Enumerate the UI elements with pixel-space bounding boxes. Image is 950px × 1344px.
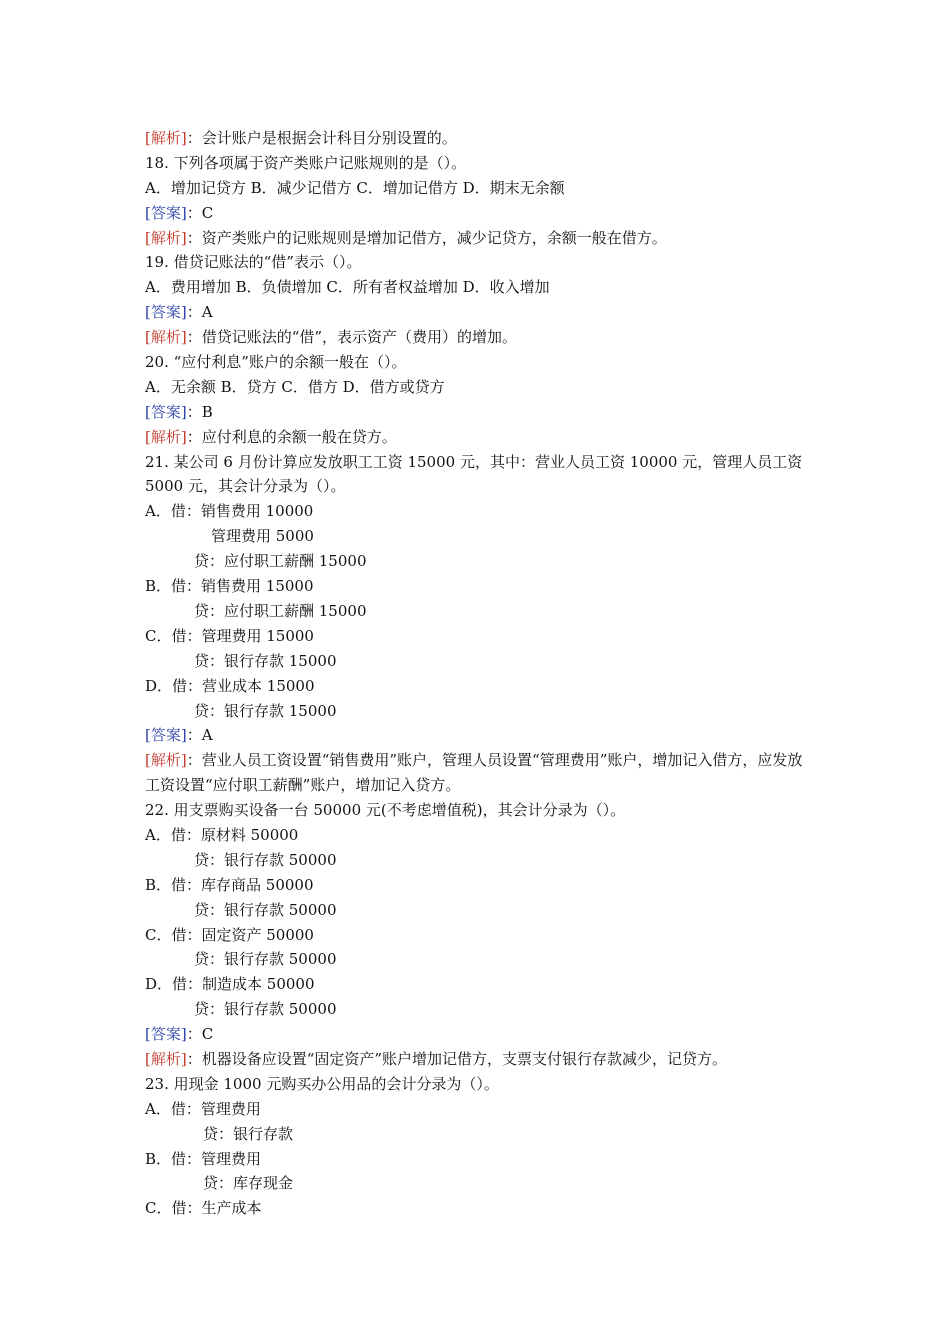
text-line: [145, 176, 815, 201]
line-text: ：C: [186, 203, 214, 222]
line-text: ：A: [186, 303, 213, 322]
line-text: 贷：银行存款 50000: [194, 850, 337, 869]
text-line: [145, 1122, 815, 1147]
text-line: [145, 997, 815, 1022]
answer-label: [答案]: [145, 726, 187, 745]
line-text: 贷：银行存款: [203, 1124, 294, 1143]
line-text: ：应付利息的余额一般在贷方。: [186, 427, 397, 446]
answer-label: [答案]: [145, 1025, 187, 1044]
analysis-line: [145, 748, 815, 798]
line-text: 18. 下列各项属于资产类账户记账规则的是（）。: [145, 153, 467, 172]
text-line: [145, 898, 815, 923]
text-line: [145, 574, 815, 599]
text-line: [145, 699, 815, 724]
line-text: 管理费用 5000: [211, 527, 314, 546]
text-line: [145, 823, 815, 848]
line-text: 贷：银行存款 15000: [194, 651, 337, 670]
analysis-line: [145, 226, 815, 251]
text-line: [145, 1171, 815, 1196]
line-text: ：B: [186, 402, 213, 421]
text-line: [145, 674, 815, 699]
line-text: A．借：管理费用: [145, 1099, 261, 1118]
analysis-label: [解析]: [145, 751, 187, 770]
line-text: ：资产类账户的记账规则是增加记借方，减少记贷方，余额一般在借方。: [186, 228, 667, 247]
text-line: [145, 624, 815, 649]
text-line: [145, 599, 815, 624]
line-text: 22. 用支票购买设备一台 50000 元(不考虑增值税)，其会计分录为（）。: [145, 801, 626, 820]
text-line: [145, 549, 815, 574]
analysis-line: [145, 325, 815, 350]
answer-line: [145, 1022, 815, 1047]
line-text: 贷：库存现金: [203, 1174, 294, 1193]
text-line: [145, 848, 815, 873]
line-text: A．费用增加 B．负债增加 C．所有者权益增加 D．收入增加: [145, 278, 550, 297]
line-text: B．借：库存商品 50000: [145, 875, 314, 894]
answer-label: [答案]: [145, 402, 187, 421]
line-text: D．借：制造成本 50000: [145, 975, 315, 994]
text-line: [145, 1072, 815, 1097]
text-line: [145, 649, 815, 674]
line-text: B．借：管理费用: [145, 1149, 262, 1168]
analysis-label: [解析]: [145, 1050, 187, 1069]
line-text: B．借：销售费用 15000: [145, 577, 314, 596]
line-text: 贷：应付职工薪酬 15000: [194, 601, 367, 620]
analysis-label: [解析]: [145, 427, 187, 446]
text-line: [145, 275, 815, 300]
line-text: 贷：银行存款 50000: [194, 900, 337, 919]
text-line: [145, 873, 815, 898]
analysis-label: [解析]: [145, 228, 187, 247]
line-text: ：会计账户是根据会计科目分别设置的。: [186, 129, 457, 147]
line-text: 20. “应付利息”账户的余额一般在（）。: [145, 353, 407, 372]
analysis-line: [145, 1047, 815, 1072]
line-text: 贷：银行存款 15000: [194, 701, 337, 720]
text-line: [145, 524, 815, 549]
analysis-label: [解析]: [145, 328, 187, 347]
line-text: 贷：银行存款 50000: [194, 950, 337, 969]
analysis-line: [145, 425, 815, 450]
answer-line: [145, 723, 815, 748]
answer-line: [145, 300, 815, 325]
text-line: [145, 798, 815, 823]
text-line: [145, 499, 815, 524]
answer-label: [答案]: [145, 203, 187, 222]
line-text: 贷：应付职工薪酬 15000: [194, 552, 367, 571]
text-line: [145, 1097, 815, 1122]
text-line: [145, 1147, 815, 1172]
text-line: [145, 250, 815, 275]
text-line: [145, 151, 815, 176]
line-text: ：营业人员工资设置“销售费用”账户，管理人员设置“管理费用”账户，增加记入借方，应发放工资设置“应付职工薪酬”账户，增加记入贷方。: [145, 751, 803, 795]
line-text: C．借：生产成本: [145, 1199, 262, 1218]
text-line: [145, 972, 815, 997]
answer-label: [答案]: [145, 303, 187, 322]
line-text: C．借：固定资产 50000: [145, 925, 314, 944]
text-line: [145, 450, 815, 500]
line-text: A．借：原材料 50000: [145, 826, 299, 844]
text-line: [145, 1196, 815, 1221]
line-text: A．借：销售费用 10000: [145, 502, 314, 521]
text-line: [145, 350, 815, 375]
analysis-line: [145, 126, 815, 151]
line-text: A．增加记贷方 B．减少记借方 C．增加记借方 D．期末无余额: [145, 178, 565, 197]
line-text: 23. 用现金 1000 元购买办公用品的会计分录为（）。: [145, 1074, 499, 1093]
text-line: [145, 923, 815, 948]
line-text: ：借贷记账法的“借”，表示资产（费用）的增加。: [186, 328, 518, 347]
text-line: [145, 947, 815, 972]
line-text: 贷：银行存款 50000: [194, 1000, 337, 1019]
line-text: 19. 借贷记账法的“借”表示（）。: [145, 253, 362, 272]
line-text: D．借：营业成本 15000: [145, 676, 315, 695]
text-line: [145, 375, 815, 400]
question-list: [145, 126, 815, 1221]
line-text: ：C: [186, 1025, 214, 1044]
line-text: C．借：管理费用 15000: [145, 626, 314, 645]
analysis-label: [解析]: [145, 129, 187, 147]
line-text: A．无余额 B．贷方 C．借方 D．借方或贷方: [145, 377, 445, 396]
line-text: 21. 某公司 6 月份计算应发放职工工资 15000 元，其中：营业人员工资 10000 元，管理人员工资 5000 元，其会计分录为（）。: [145, 452, 803, 496]
line-text: ：机器设备应设置“固定资产”账户增加记借方，支票支付银行存款减少，记贷方。: [186, 1050, 728, 1069]
line-text: ：A: [186, 726, 213, 745]
answer-line: [145, 400, 815, 425]
answer-line: [145, 201, 815, 226]
